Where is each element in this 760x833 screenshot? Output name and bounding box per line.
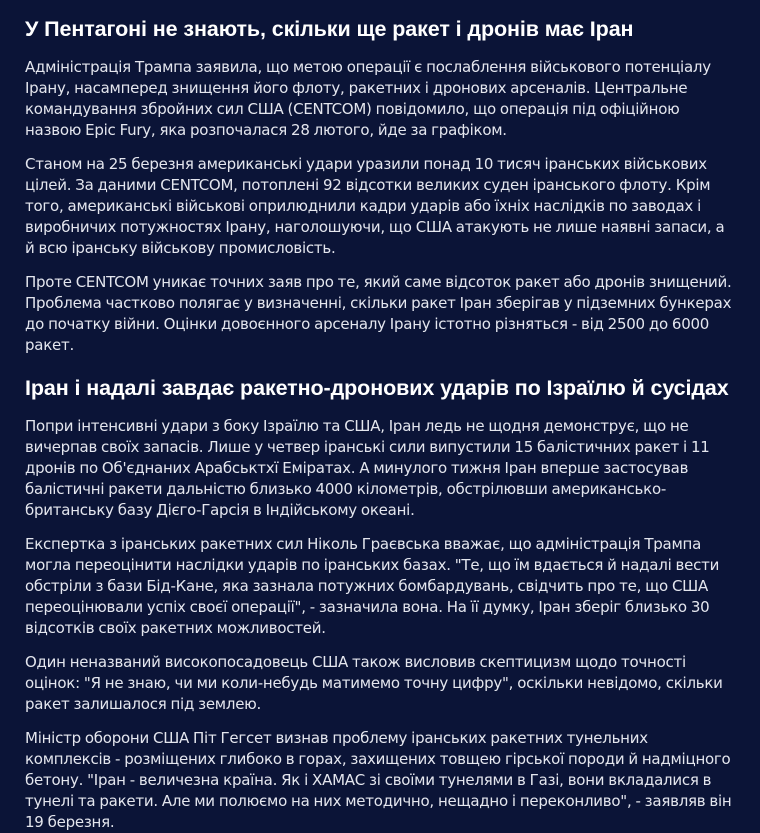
paragraph: Експертка з іранських ракетних сил Ніколь Граєвська вважає, що адміністрація Трампа могла переоцінити наслідки ударів по іранських базах. "Те, що їм вдається й надалі вести обстріли з бази Бід-Кане, яка зазнала потужних бомбардувань, свідчить про те, що США переоцінювали успіх своєї операції", - зазначила вона. На її думку, Іран зберіг близько 30 відсотків своїх ракетних можливостей.: [25, 535, 720, 637]
paragraph: Проте CENTCOM уникає точних заяв про те, який саме відсоток ракет або дронів знищений. Проблема частково полягає у визначенні, скільки ракет Іран зберігав у підземних бункерах до початку війни. Оцінки довоєнного арсеналу Ірану істотно різняться - від 2500 до 6000 ракет.: [25, 273, 732, 354]
paragraph: Адміністрація Трампа заявила, що метою операції є послаблення військового потенціалу Ірану, насамперед знищення його флоту, ракетних і дронових арсеналів. Центральне командування збройних сил США (CENTCOM) повідомило, що операція під офіційною назвою Epic Fury, яка розпочалася 28 лютого, йде за графіком.: [25, 58, 711, 139]
section-heading-iran-strikes: Іран і надалі завдає ракетно-дронових ударів по Ізраїлю й сусідах: [25, 376, 729, 400]
paragraph: Міністр оборони США Піт Гегсет визнав проблему іранських ракетних тунельних комплексів - розміщених глибоко в горах, захищених товщею гірської породи й надміцного бетону. "Іран - величезна країна. Як і ХАМАС зі своїми тунелями в Газі, вони вкладалися в тунелі та ракети. Але ми полюємо на них методично, нещадно і переконливо", - заявляв він 19 березня.: [25, 729, 732, 831]
paragraph: Попри інтенсивні удари з боку Ізраїлю та США, Іран ледь не щодня демонструє, що не вичерпав своїх запасів. Лише у четвер іранські сили випустили 15 балістичних ракет і 11 дронів по Об'єднаних Арабськтхї Еміратах. А минулого тижня Іран вперше застосував балістичні ракети дальністю близько 4000 кілометрів, обстрілювши американсько-британську базу Дієго-Гарсія в Індійському океані.: [25, 417, 710, 519]
paragraph: Один неназваний високопосадовець США також висловив скептицизм щодо точності оцінок: "Я не знаю, чи ми коли-небудь матимемо точну цифру", оскільки невідомо, скільки ракет залишалося під землею.: [25, 653, 723, 713]
paragraph: Станом на 25 березня американські удари уразили понад 10 тисяч іранських військових цілей. За даними CENTCOM, потоплені 92 відсотки великих суден іранського флоту. Крім того, американські військові оприлюднили кадри ударів або їхніх наслідків по заводах і виробничих потужностях Ірану, наголошуючи, що США атакують не лише наявні запаси, а й всю іранську військову промисловість.: [25, 155, 725, 257]
section-heading-pentagon: У Пентагоні не знають, скільки ще ракет і дронів має Іран: [25, 17, 634, 41]
